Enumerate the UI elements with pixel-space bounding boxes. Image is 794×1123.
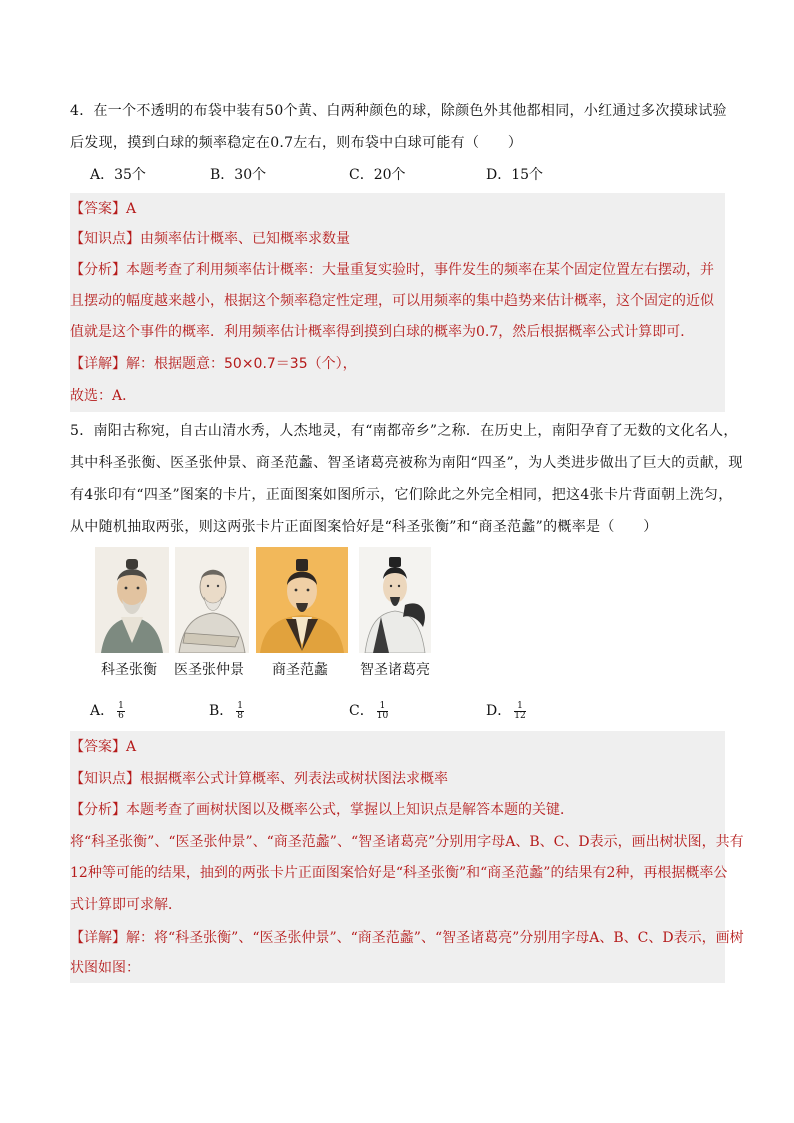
q5-analysis-line3-mid: 种等可能的结果，抽到的两张卡片正面图案恰好是“科圣张衡”和“商圣范蠡”的结果有 <box>87 865 607 881</box>
q4-answer-value: A <box>126 201 137 217</box>
q5-analysis-12: 12 <box>70 865 88 881</box>
q5-answer-label: 【答案】 <box>70 739 126 755</box>
q4-conclusion: 故选：A． <box>70 388 137 404</box>
q5-option-b-fraction <box>236 702 244 721</box>
q5-solution-block <box>70 731 744 983</box>
q4-analysis-line1 <box>70 260 725 280</box>
q5-analysis-label: 【分析】 <box>70 802 126 818</box>
q4-options <box>90 164 710 184</box>
q5-options <box>90 700 710 724</box>
q5-option-c-den: 10 <box>376 710 389 721</box>
q5-option-a-letter: A． <box>90 703 115 719</box>
portrait-fan-li <box>256 547 348 653</box>
q5-option-d <box>486 700 526 721</box>
q5-analysis-text1: 本题考查了画树状图以及概率公式，掌握以上知识点是解答本题的关键． <box>126 802 574 818</box>
q4-analysis-line2: 且摆动的幅度越来越小，根据这个频率稳定性定理，可以用频率的集中趋势来估计概率，这个固定的近似 <box>70 293 714 309</box>
q4-analysis-label: 【分析】 <box>70 262 126 278</box>
portrait-zhang-zhongjing <box>175 547 249 653</box>
caption-zhuge-liang: 智圣诸葛亮 <box>360 662 430 678</box>
q4-option-b: B．30个 <box>210 167 267 183</box>
q5-option-c <box>349 700 388 721</box>
q5-option-b-letter: B． <box>209 703 234 719</box>
q5-analysis-line3-end: 种，再根据概率公 <box>615 865 728 881</box>
q5-stem-line3: 有4张印有“四圣”图案的卡片，正面图案如图所示，它们除此之外完全相同，把这4张卡片背面朝上洗匀， <box>70 487 733 503</box>
q5-option-d-num: 1 <box>514 702 525 712</box>
q5-detail-line1 <box>70 928 744 948</box>
q5-stem-line1: 5．南阳古称宛，自古山清水秀，人杰地灵，有“南都帝乡”之称．在历史上，南阳孕育了无数的文化名人， <box>70 423 738 439</box>
q5-stem-line4: 从中随机抽取两张，则这两张卡片正面图案恰好是“科圣张衡”和“商圣范蠡”的概率是（ ） <box>70 519 658 535</box>
q5-analysis-line3 <box>70 863 728 883</box>
q4-detail-text: 解：根据题意： <box>126 356 224 372</box>
q5-detail-label: 【详解】 <box>70 930 126 946</box>
q4-option-c: C．20个 <box>349 167 406 183</box>
q5-analysis-2: 2 <box>606 865 616 881</box>
q5-kp-value: 根据概率公式计算概率、列表法或树状图法求概率 <box>140 771 448 787</box>
q4-stem-line1: 4．在一个不透明的布袋中装有50个黄、白两种颜色的球，除颜色外其他都相同，小红通过多次摸球试验 <box>70 103 727 119</box>
q5-stem-line2: 其中科圣张衡、医圣张仲景、商圣范蠡、智圣诸葛亮被称为南阳“四圣”，为人类进步做出了巨大的贡献，现 <box>70 455 743 471</box>
q4-analysis-line3: 值就是这个事件的概率．利用频率估计概率得到摸到白球的概率为0.7，然后根据概率公式计算即可． <box>70 324 695 340</box>
q4-stem-line2: 后发现，摸到白球的频率稳定在0.7左右，则布袋中白球可能有（ ） <box>70 135 523 151</box>
q5-analysis-line4: 式计算即可求解． <box>70 897 182 913</box>
q4-detail-tail: （个）， <box>307 356 357 372</box>
q5-option-b-den: 8 <box>237 710 244 721</box>
q5-option-a-num: 1 <box>118 700 124 711</box>
q4-analysis-text1: 本题考查了利用频率估计概率：大量重复实验时，事件发生的频率在某个固定位置左右摆动，并 <box>126 262 714 278</box>
q5-option-c-num: 1 <box>377 702 388 712</box>
q5-option-a-fraction <box>117 702 125 721</box>
q5-knowledge-point <box>70 769 725 789</box>
q4-kp-label: 【知识点】 <box>70 231 140 247</box>
portrait-zhuge-liang <box>359 547 431 653</box>
q5-option-c-fraction <box>377 702 388 721</box>
q5-option-d-den: 12 <box>514 710 526 721</box>
caption-zhang-zhongjing: 医圣张仲景 <box>174 662 244 678</box>
q5-kp-label: 【知识点】 <box>70 771 140 787</box>
q5-option-b-num: 1 <box>237 700 244 711</box>
q5-option-a-den: 6 <box>118 710 124 721</box>
q4-detail <box>70 354 725 374</box>
q4-detail-label: 【详解】 <box>70 356 126 372</box>
q5-answer <box>70 737 725 757</box>
q4-kp-value: 由频率估计概率、已知概率求数量 <box>140 231 350 247</box>
q5-option-c-letter: C． <box>349 703 374 719</box>
caption-zhang-heng: 科圣张衡 <box>101 662 157 678</box>
q5-option-b <box>209 700 244 721</box>
q5-detail-line2: 状图如图： <box>70 960 140 976</box>
q5-answer-value: A <box>126 739 137 755</box>
q5-detail-text1: 解：将“科圣张衡”、“医圣张仲景”、“商圣范蠡”、“智圣诸葛亮”分别用字母A、B、C、D表示，画树 <box>126 930 744 946</box>
q5-option-a <box>90 700 125 721</box>
portrait-zhang-heng <box>95 547 169 653</box>
q5-analysis-line1 <box>70 800 725 820</box>
q5-option-d-letter: D． <box>486 703 512 719</box>
q4-solution-block <box>70 193 725 412</box>
q5-option-d-fraction <box>514 702 525 721</box>
q4-option-a: A．35个 <box>90 167 146 183</box>
q4-answer-label: 【答案】 <box>70 201 126 217</box>
caption-fan-li: 商圣范蠡 <box>272 662 328 678</box>
q4-option-d: D．15个 <box>486 167 544 183</box>
q4-knowledge-point <box>70 229 725 249</box>
q4-detail-math: 50×0.7＝35 <box>224 356 308 372</box>
q5-analysis-line2: 将“科圣张衡”、“医圣张仲景”、“商圣范蠡”、“智圣诸葛亮”分别用字母A、B、C、D表示，画出树状图，共有 <box>70 834 744 850</box>
q4-answer <box>70 199 725 219</box>
